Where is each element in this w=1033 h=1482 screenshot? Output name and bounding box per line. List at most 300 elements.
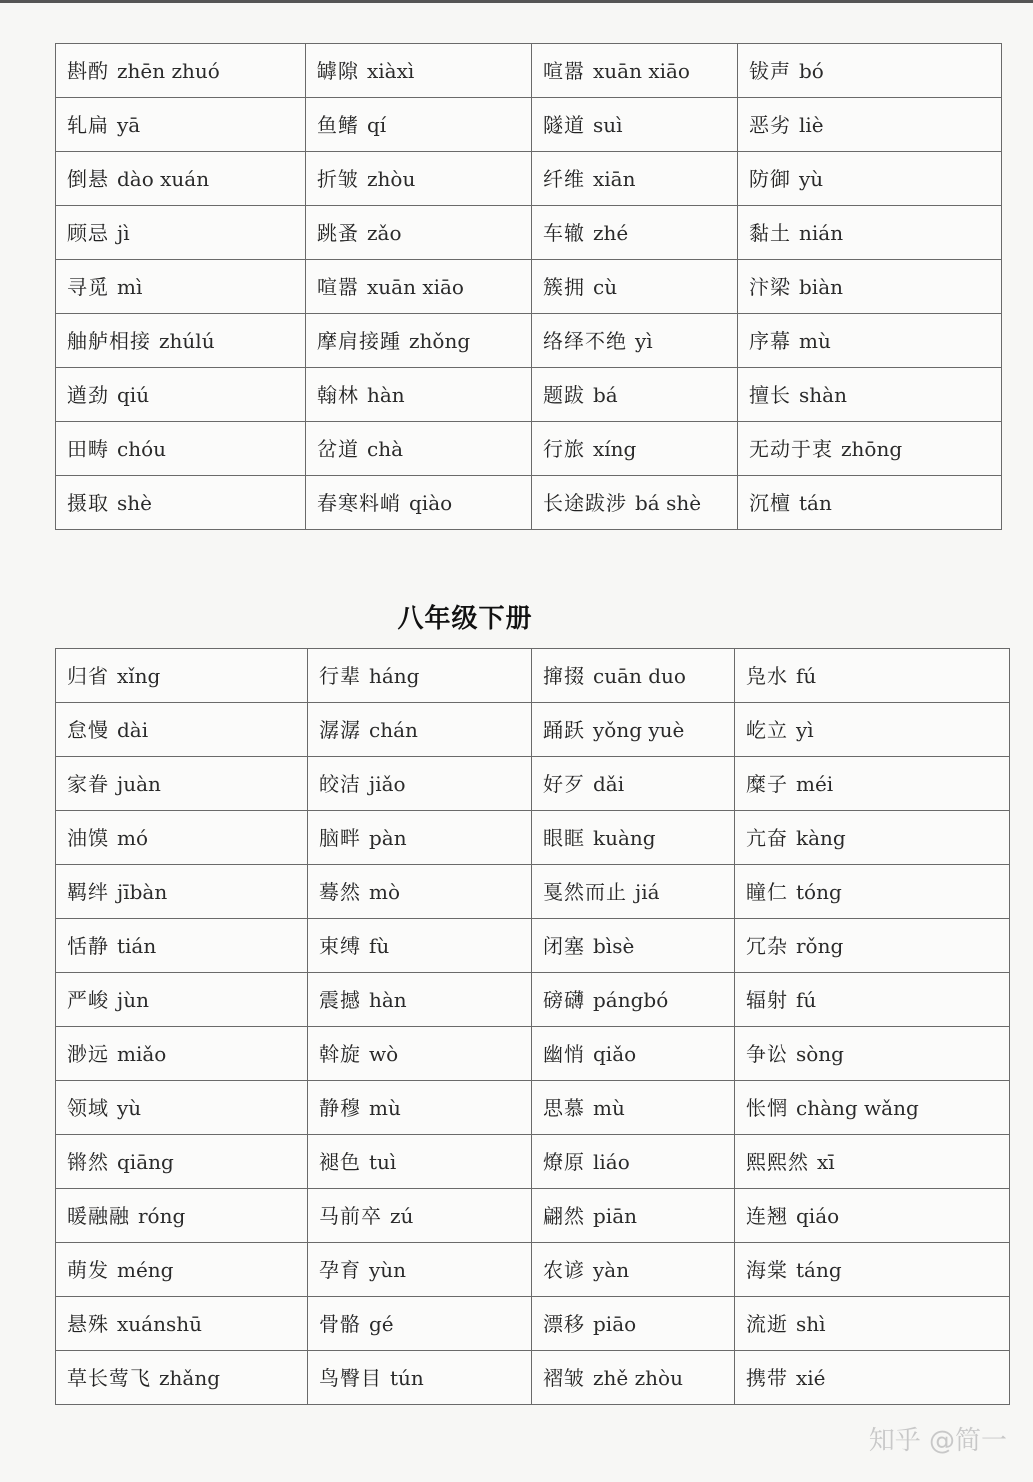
vocab-pinyin: tián [117,933,157,958]
vocab-cell [56,649,308,703]
vocab-cell [532,260,738,314]
vocab-pinyin: xuān xiāo [367,274,464,299]
vocab-pinyin: zhēn zhuó [117,58,220,83]
vocab-cell [532,422,738,476]
vocab-cell [308,865,532,919]
vocab-pinyin: mó [117,825,149,850]
table-row [56,1027,1010,1081]
vocab-cell [308,649,532,703]
vocab-word: 流逝 [746,1311,788,1336]
vocab-word: 寻觅 [67,274,109,299]
vocab-word: 斡旋 [319,1041,361,1066]
vocab-word: 喧嚣 [317,274,359,299]
vocab-pinyin: cù [593,274,618,299]
vocab-cell [532,152,738,206]
table-row [56,865,1010,919]
vocab-cell [735,1351,1010,1405]
vocab-word: 戛然而止 [543,879,627,904]
table-row [56,703,1010,757]
table-row [56,44,1002,98]
vocab-cell [735,703,1010,757]
vocab-pinyin: fù [369,933,390,958]
vocab-word: 辐射 [746,987,788,1012]
vocab-pinyin: zhǎng [159,1365,221,1390]
vocab-pinyin: xuān xiāo [593,58,690,83]
vocab-cell [308,1351,532,1405]
vocab-cell [735,1135,1010,1189]
vocab-pinyin: liáo [593,1149,630,1174]
vocab-pinyin: miǎo [117,1041,167,1066]
vocab-pinyin: yì [635,328,653,353]
vocab-word: 隧道 [543,112,585,137]
vocab-cell [56,1189,308,1243]
vocab-cell [56,1027,308,1081]
vocab-cell [738,206,1002,260]
vocab-pinyin: mù [369,1095,401,1120]
vocab-word: 凫水 [746,663,788,688]
vocab-cell [532,476,738,530]
vocab-pinyin: róng [138,1203,186,1228]
vocab-word: 褪色 [319,1149,361,1174]
vocab-word: 摩肩接踵 [317,328,401,353]
vocab-cell [308,1027,532,1081]
vocab-cell [306,368,532,422]
vocab-pinyin: méng [117,1257,174,1282]
vocab-pinyin: xī [817,1149,835,1174]
vocab-pinyin: yù [799,166,824,191]
vocab-cell [306,476,532,530]
vocab-word: 黏土 [749,220,791,245]
vocab-word: 春寒料峭 [317,490,401,515]
vocab-pinyin: fú [796,663,817,688]
vocab-word: 遒劲 [67,382,109,407]
vocab-cell [735,1027,1010,1081]
vocab-pinyin: háng [369,663,420,688]
vocab-table-grade8-part1 [55,43,1002,530]
vocab-word: 络绎不绝 [543,328,627,353]
vocab-cell [738,152,1002,206]
vocab-word: 争讼 [746,1041,788,1066]
vocab-word: 摄取 [67,490,109,515]
vocab-word: 静穆 [319,1095,361,1120]
vocab-word: 脑畔 [319,825,361,850]
vocab-word: 倒悬 [67,166,109,191]
vocab-word: 冗杂 [746,933,788,958]
vocab-word: 家眷 [67,771,109,796]
vocab-word: 恬静 [67,933,109,958]
vocab-cell [532,368,738,422]
vocab-pinyin: méi [796,771,834,796]
vocab-word: 糜子 [746,771,788,796]
vocab-word: 羁绊 [67,879,109,904]
vocab-cell [532,973,735,1027]
vocab-pinyin: juàn [117,771,161,796]
vocab-cell [306,98,532,152]
vocab-pinyin: gé [369,1311,394,1336]
vocab-cell [306,44,532,98]
vocab-pinyin: shì [796,1311,826,1336]
vocab-pinyin: jiá [635,879,660,904]
vocab-cell [738,314,1002,368]
vocab-pinyin: zhòu [367,166,416,191]
vocab-word: 罅隙 [317,58,359,83]
table-row [56,973,1010,1027]
vocab-pinyin: qiú [117,382,150,407]
vocab-word: 行辈 [319,663,361,688]
vocab-pinyin: bá shè [635,490,702,515]
vocab-cell [532,811,735,865]
vocab-pinyin: pàn [369,825,407,850]
vocab-cell [306,260,532,314]
vocab-pinyin: zhōng [841,436,903,461]
vocab-pinyin: zhúlú [159,328,215,353]
vocab-word: 悬殊 [67,1311,109,1336]
table-row [56,1081,1010,1135]
vocab-pinyin: dào xuán [117,166,210,191]
vocab-pinyin: zhě zhòu [593,1365,683,1390]
vocab-pinyin: jībàn [117,879,168,904]
vocab-pinyin: táng [796,1257,842,1282]
vocab-pinyin: yàn [593,1257,630,1282]
vocab-pinyin: qiào [409,490,453,515]
vocab-cell [532,1189,735,1243]
vocab-word: 皎洁 [319,771,361,796]
vocab-pinyin: tuì [369,1149,397,1174]
vocab-pinyin: kàng [796,825,846,850]
vocab-cell [56,757,308,811]
vocab-word: 沉檀 [749,490,791,515]
vocab-cell [308,757,532,811]
vocab-word: 熙熙然 [746,1149,809,1174]
vocab-cell [735,757,1010,811]
vocab-word: 亢奋 [746,825,788,850]
vocab-word: 震撼 [319,987,361,1012]
vocab-word: 领域 [67,1095,109,1120]
vocab-cell [532,865,735,919]
vocab-word: 斟酌 [67,58,109,83]
vocab-cell [56,98,306,152]
vocab-word: 马前卒 [319,1203,382,1228]
vocab-word: 怅惘 [746,1095,788,1120]
vocab-pinyin: suì [593,112,623,137]
vocab-word: 携带 [746,1365,788,1390]
vocab-cell [56,1081,308,1135]
vocab-word: 鱼鳍 [317,112,359,137]
vocab-cell [308,973,532,1027]
vocab-cell [532,703,735,757]
vocab-cell [735,649,1010,703]
vocab-word: 闭塞 [543,933,585,958]
vocab-cell [735,1189,1010,1243]
vocab-word: 严峻 [67,987,109,1012]
vocab-cell [738,422,1002,476]
vocab-word: 题跋 [543,382,585,407]
vocab-pinyin: bìsè [593,933,635,958]
vocab-cell [56,703,308,757]
vocab-cell [738,476,1002,530]
vocab-word: 蓦然 [319,879,361,904]
vocab-cell [308,1297,532,1351]
vocab-cell [56,314,306,368]
vocab-cell [308,1081,532,1135]
vocab-cell [308,703,532,757]
vocab-pinyin: xiàxì [367,58,415,83]
vocab-word: 舳舻相接 [67,328,151,353]
vocab-cell [56,422,306,476]
vocab-word: 车辙 [543,220,585,245]
vocab-word: 燎原 [543,1149,585,1174]
vocab-pinyin: qiǎo [593,1041,637,1066]
vocab-word: 连翘 [746,1203,788,1228]
vocab-pinyin: fú [796,987,817,1012]
vocab-cell [56,1297,308,1351]
table-row [56,314,1002,368]
table-row [56,206,1002,260]
vocab-pinyin: dài [117,717,149,742]
vocab-cell [308,1135,532,1189]
vocab-word: 防御 [749,166,791,191]
vocab-word: 簇拥 [543,274,585,299]
vocab-cell [56,368,306,422]
vocab-word: 幽悄 [543,1041,585,1066]
vocab-pinyin: zhé [593,220,629,245]
table-row [56,1189,1010,1243]
vocab-table-body [56,649,1010,1405]
vocab-word: 顾忌 [67,220,109,245]
vocab-pinyin: chàng wǎng [796,1095,919,1120]
vocab-cell [56,152,306,206]
vocab-word: 纤维 [543,166,585,191]
vocab-word: 渺远 [67,1041,109,1066]
vocab-word: 眼眶 [543,825,585,850]
vocab-cell [56,811,308,865]
vocab-pinyin: yǒng yuè [593,717,685,742]
vocab-word: 鸟臀目 [319,1365,382,1390]
table-row [56,368,1002,422]
vocab-word: 翩然 [543,1203,585,1228]
vocab-pinyin: yùn [369,1257,407,1282]
vocab-word: 瞳仁 [746,879,788,904]
vocab-pinyin: qí [367,112,387,137]
vocab-cell [738,368,1002,422]
vocab-word: 屹立 [746,717,788,742]
vocab-cell [56,865,308,919]
vocab-word: 暖融融 [67,1203,130,1228]
vocab-cell [532,1351,735,1405]
vocab-word: 钹声 [749,58,791,83]
vocab-pinyin: kuàng [593,825,656,850]
table-row [56,260,1002,314]
vocab-pinyin: mù [593,1095,625,1120]
vocab-cell [532,98,738,152]
vocab-pinyin: tóng [796,879,842,904]
vocab-pinyin: jì [117,220,130,245]
vocab-cell [532,1243,735,1297]
vocab-pinyin: zú [390,1203,414,1228]
vocab-cell [306,422,532,476]
vocab-pinyin: yā [117,112,141,137]
vocab-pinyin: mò [369,879,401,904]
vocab-word: 草长莺飞 [67,1365,151,1390]
table-row [56,1135,1010,1189]
vocab-cell [532,1297,735,1351]
vocab-pinyin: chóu [117,436,167,461]
vocab-word: 汴梁 [749,274,791,299]
vocab-cell [56,973,308,1027]
vocab-cell [735,1243,1010,1297]
vocab-pinyin: bó [799,58,824,83]
vocab-pinyin: piān [593,1203,638,1228]
vocab-pinyin: rǒng [796,933,844,958]
vocab-word: 折皱 [317,166,359,191]
vocab-word: 行旅 [543,436,585,461]
vocab-word: 跳蚤 [317,220,359,245]
vocab-word: 田畴 [67,436,109,461]
vocab-word: 喧嚣 [543,58,585,83]
vocab-pinyin: yì [796,717,814,742]
vocab-cell [308,919,532,973]
vocab-word: 束缚 [319,933,361,958]
vocab-cell [738,98,1002,152]
table-row [56,757,1010,811]
vocab-word: 海棠 [746,1257,788,1282]
table-row [56,98,1002,152]
vocab-pinyin: zhǒng [409,328,471,353]
vocab-cell [56,260,306,314]
vocab-pinyin: yù [117,1095,142,1120]
vocab-pinyin: xuánshū [117,1311,202,1336]
table-row [56,811,1010,865]
vocab-pinyin: piāo [593,1311,637,1336]
vocab-word: 好歹 [543,771,585,796]
vocab-table-grade8-part2 [55,648,1010,1405]
vocab-pinyin: zǎo [367,220,402,245]
vocab-cell [738,44,1002,98]
vocab-pinyin: wò [369,1041,399,1066]
vocab-pinyin: qiāng [117,1149,174,1174]
vocab-cell [56,1351,308,1405]
vocab-word: 萌发 [67,1257,109,1282]
vocab-pinyin: tún [390,1365,424,1390]
vocab-word: 油馍 [67,825,109,850]
vocab-pinyin: shè [117,490,152,515]
vocab-word: 怠慢 [67,717,109,742]
vocab-word: 孕育 [319,1257,361,1282]
table-row [56,1351,1010,1405]
vocab-cell [735,865,1010,919]
vocab-word: 锵然 [67,1149,109,1174]
vocab-word: 撺掇 [543,663,585,688]
vocab-cell [308,1189,532,1243]
vocab-cell [735,973,1010,1027]
vocab-cell [56,206,306,260]
vocab-word: 归省 [67,663,109,688]
vocab-cell [532,1027,735,1081]
vocab-cell [532,206,738,260]
vocab-pinyin: dǎi [593,771,625,796]
vocab-pinyin: mì [117,274,143,299]
vocab-word: 长途跋涉 [543,490,627,515]
vocab-cell [735,811,1010,865]
vocab-cell [308,1243,532,1297]
vocab-pinyin: tán [799,490,832,515]
vocab-pinyin: xíng [593,436,637,461]
vocab-word: 翰林 [317,382,359,407]
vocab-cell [532,649,735,703]
table-row [56,919,1010,973]
vocab-pinyin: chán [369,717,418,742]
vocab-cell [56,476,306,530]
vocab-word: 踊跃 [543,717,585,742]
vocab-pinyin: qiáo [796,1203,840,1228]
vocab-word: 轧扁 [67,112,109,137]
section-title: 八年级下册 [397,604,533,634]
vocab-word: 潺潺 [319,717,361,742]
vocab-word: 恶劣 [749,112,791,137]
vocab-pinyin: bá [593,382,618,407]
vocab-pinyin: xǐng [117,663,161,688]
vocab-word: 农谚 [543,1257,585,1282]
vocab-pinyin: nián [799,220,844,245]
vocab-pinyin: sòng [796,1041,844,1066]
vocab-pinyin: xié [796,1365,826,1390]
vocab-cell [306,152,532,206]
vocab-pinyin: shàn [799,382,847,407]
vocab-cell [56,44,306,98]
vocab-cell [308,811,532,865]
table-row [56,1243,1010,1297]
vocab-cell [56,1135,308,1189]
vocab-pinyin: biàn [799,274,844,299]
vocab-cell [56,1243,308,1297]
table-row [56,649,1010,703]
vocab-pinyin: jùn [117,987,149,1012]
top-border-line [0,0,1033,3]
vocab-word: 无动于衷 [749,436,833,461]
vocab-word: 思慕 [543,1095,585,1120]
vocab-word: 漂移 [543,1311,585,1336]
vocab-word: 骨骼 [319,1311,361,1336]
vocab-pinyin: chà [367,436,404,461]
vocab-cell [532,44,738,98]
vocab-pinyin: pángbó [593,987,669,1012]
vocab-cell [532,757,735,811]
vocab-cell [735,919,1010,973]
vocab-pinyin: jiǎo [369,771,406,796]
vocab-cell [306,206,532,260]
vocab-cell [56,919,308,973]
vocab-cell [532,1135,735,1189]
vocab-cell [735,1297,1010,1351]
vocab-word: 褶皱 [543,1365,585,1390]
vocab-word: 岔道 [317,436,359,461]
table-row [56,476,1002,530]
vocab-pinyin: xiān [593,166,636,191]
vocab-pinyin: liè [799,112,824,137]
table-row [56,152,1002,206]
vocab-pinyin: hàn [369,987,407,1012]
vocab-pinyin: mù [799,328,831,353]
vocab-word: 序幕 [749,328,791,353]
watermark: 知乎 @简一 [868,1426,1007,1456]
vocab-cell [735,1081,1010,1135]
vocab-cell [532,1081,735,1135]
vocab-cell [532,314,738,368]
vocab-cell [738,260,1002,314]
vocab-table-body [56,44,1002,530]
vocab-word: 磅礴 [543,987,585,1012]
table-row [56,1297,1010,1351]
